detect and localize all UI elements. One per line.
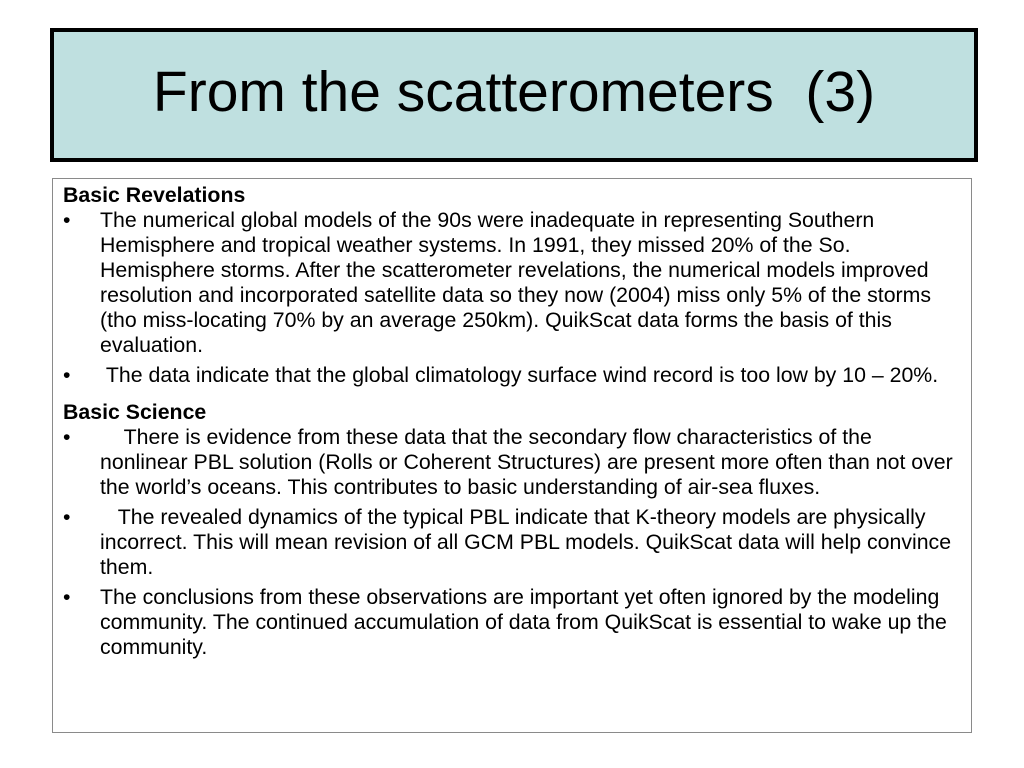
bullet-icon: •: [63, 505, 71, 529]
bullet-list-basic-science: [63, 425, 961, 660]
bullet-text: The data indicate that the global climatology surface wind record is too low by 10 – 20%.: [100, 363, 939, 387]
bullet-text: The conclusions from these observations are important yet often ignored by the modeling community. The continued accumulation of data from QuikScat is essential to wake up the community.: [100, 585, 953, 659]
section-heading-basic-revelations: Basic Revelations: [63, 183, 246, 207]
bullet-item: [63, 585, 961, 660]
bullet-item: [63, 363, 961, 388]
bullet-icon: •: [63, 585, 71, 609]
bullet-icon: •: [63, 208, 71, 232]
bullet-text: The revealed dynamics of the typical PBL indicate that K-theory models are physically incorrect. This will mean revision of all GCM PBL models. QuikScat data will help convince them.: [100, 505, 957, 579]
section-heading-basic-science: Basic Science: [63, 400, 207, 424]
bullet-text: The numerical global models of the 90s were inadequate in representing Southern Hemisphere and tropical weather systems. In 1991, they missed 20% of the So. Hemisphere storms. After the scatterometer revelations, the numerical models improved resolution and incorporated satellite data so they now (2004) miss only 5% of the storms (tho miss-locating 70% by an average 250km). QuikScat data forms the basis of this evaluation.: [100, 208, 937, 357]
bullet-icon: •: [63, 425, 71, 449]
bullet-item: [63, 505, 961, 580]
bullet-item: [63, 425, 961, 500]
slide-title: From the scatterometers (3): [152, 59, 876, 124]
content-box: [52, 178, 972, 733]
bullet-text: There is evidence from these data that the secondary flow characteristics of the nonlinear PBL solution (Rolls or Coherent Structures) are present more often than not over the world’s oceans. This contributes to basic understanding of air-sea fluxes.: [100, 425, 959, 499]
bullet-item: [63, 208, 961, 358]
bullet-list-basic-revelations: [63, 208, 961, 388]
title-box: [50, 28, 978, 162]
bullet-icon: •: [63, 363, 71, 387]
